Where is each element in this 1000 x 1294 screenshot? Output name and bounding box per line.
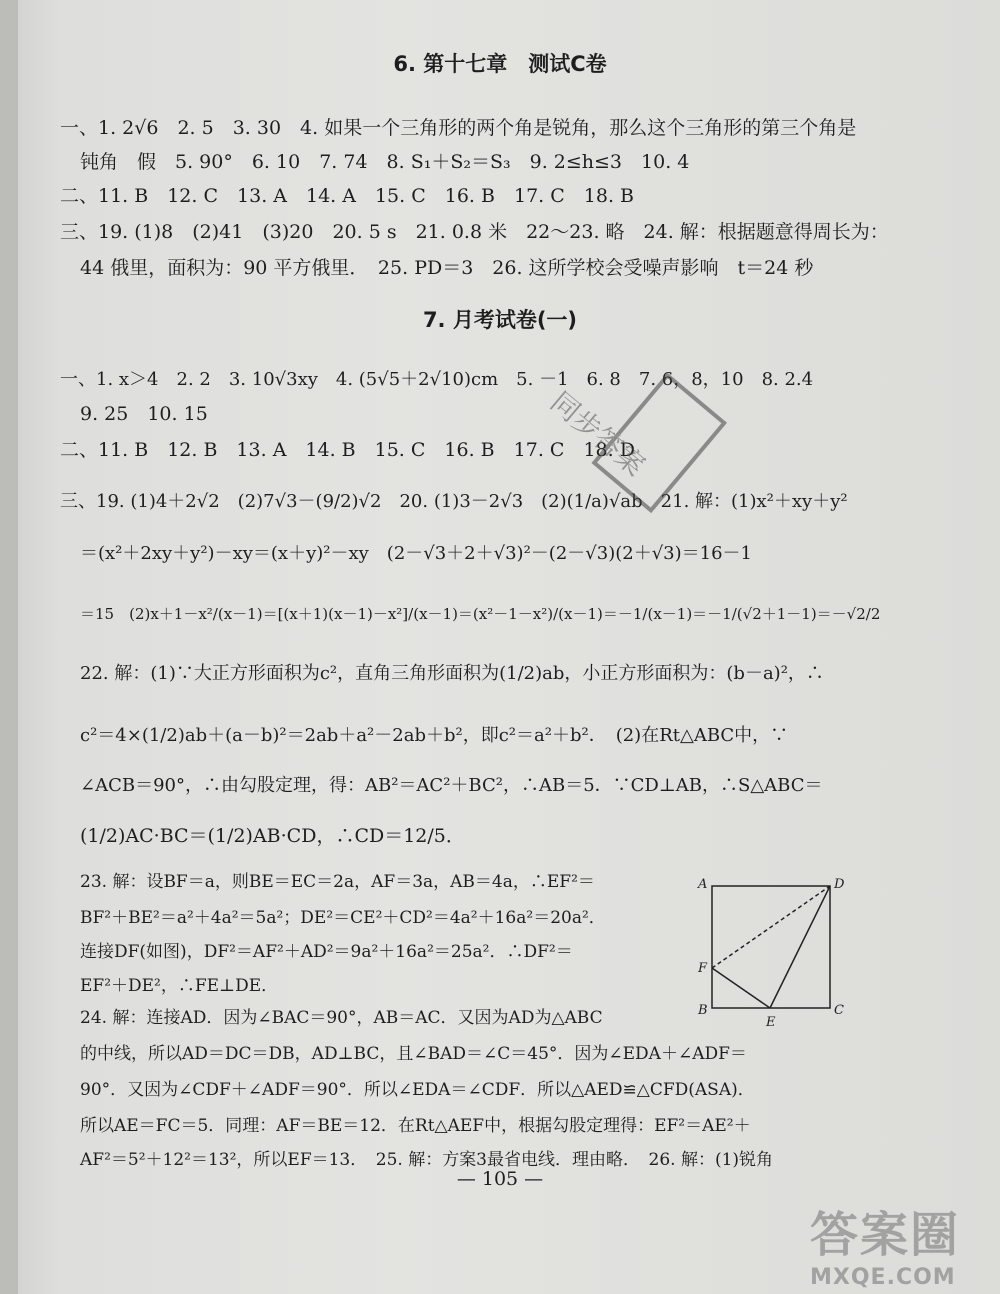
section-7-line: (1/2)AC·BC＝(1/2)AB·CD，∴CD＝12/5．: [80, 825, 465, 847]
section-7-line: 90°．又因为∠CDF＋∠ADF＝90°．所以∠EDA＝∠CDF．所以△AED≌△CFD(ASA)．: [80, 1080, 755, 1100]
section-7-line: 一、1. x＞4 2. 2 3. 10√3xy 4. (5√5＋2√10)cm 5. －1 6. 8 7. 6，8，10 8. 2.4: [60, 369, 814, 390]
segment-fd: [712, 886, 830, 968]
section-7-line: 的中线，所以AD＝DC＝DB，AD⊥BC，且∠BAD＝∠C＝45°．因为∠EDA＋∠ADF＝: [80, 1044, 747, 1064]
label-e: E: [766, 1015, 776, 1028]
section-6-line: 二、11. B 12. C 13. A 14. A 15. C 16. B 17. C 18. B: [60, 185, 634, 207]
label-c: C: [834, 1003, 844, 1018]
section-7-line: 连接DF(如图)，DF²＝AF²＋AD²＝9a²＋16a²＝25a²．∴DF²＝: [80, 942, 573, 962]
section-7-line: ＝(x²＋2xy＋y²)－xy＝(x＋y)²－xy (2－√3＋2＋√3)²－(2－√3)(2＋√3)＝16－1: [80, 543, 752, 564]
section-7-line: BF²＋BE²＝a²＋4a²＝5a²；DE²＝CE²＋CD²＝4a²＋16a²＝20a²．: [80, 908, 606, 928]
section-7-line: EF²＋DE²，∴FE⊥DE．: [80, 976, 279, 996]
stamp-text: 同步答案: [544, 385, 652, 483]
section-7-line: 23. 解：设BF＝a，则BE＝EC＝2a，AF＝3a，AB＝4a，∴EF²＝: [80, 872, 595, 892]
section-7-line: 所以AE＝FC＝5．同理：AF＝BE＝12．在Rt△AEF中，根据勾股定理得：EF²＝AE²＋: [80, 1116, 751, 1136]
section-7-line: 二、11. B 12. B 13. A 14. B 15. C 16. B 17. C 18. D: [60, 439, 635, 461]
section-7-line: 22. 解：(1)∵大正方形面积为c²，直角三角形面积为(1/2)ab，小正方形面积为：(b－a)²，∴: [80, 663, 824, 684]
section-6-line: 三、19. (1)8 (2)41 (3)20 20. 5 s 21. 0.8 米 22～23. 略 24. 解：根据题意得周长为：: [60, 221, 889, 243]
binding-gutter: [0, 0, 18, 1294]
watermark-bottom: MXQE.COM: [810, 1265, 956, 1290]
segment-ed: [770, 886, 830, 1008]
section-6-line: 一、1. 2√6 2. 5 3. 30 4. 如果一个三角形的两个角是锐角，那么这个三角形的第三个角是: [60, 117, 857, 139]
segment-fe: [712, 968, 770, 1008]
square-diagram: [690, 868, 850, 1028]
section-6-line: 44 俄里，面积为：90 平方俄里． 25. PD＝3 26. 这所学校会受噪声影响 t＝24 秒: [80, 257, 814, 279]
label-f: F: [698, 961, 708, 976]
section-6-line: 钝角 假 5. 90° 6. 10 7. 74 8. S₁＋S₂＝S₃ 9. 2≤h≤3 10. 4: [80, 151, 690, 173]
label-d: D: [834, 877, 845, 892]
section-7-title: 7. 月考试卷(一): [422, 308, 578, 332]
section-7-line: AF²＝5²＋12²＝13²，所以EF＝13． 25. 解：方案3最省电线．理由略． 26. 解：(1)锐角: [80, 1150, 774, 1170]
section-7-line: ＝15 (2)x＋1－x²/(x－1)＝[(x＋1)(x－1)－x²]/(x－1)＝(x²－1－x²)/(x－1)＝－1/(x－1)＝－1/(√2＋1－1)＝－√2/2: [80, 605, 881, 623]
watermark-logo: [810, 1196, 980, 1290]
section-7-line: 三、19. (1)4＋2√2 (2)7√3－(9/2)√2 20. (1)3－2√3 (2)(1/a)√ab 21. 解：(1)x²＋xy＋y²: [60, 491, 848, 512]
watermark-top: 答案圈: [810, 1207, 961, 1263]
label-b: B: [698, 1003, 708, 1018]
label-a: A: [698, 877, 708, 892]
page-number: — 105 —: [456, 1168, 544, 1190]
section-7-line: 24. 解：连接AD．因为∠BAC＝90°，AB＝AC．又因为AD为△ABC: [80, 1008, 603, 1028]
section-6-title: 6. 第十七章 测试C卷: [393, 52, 607, 76]
section-7-line: 9. 25 10. 15: [80, 403, 208, 425]
section-7-line: ∠ACB＝90°，∴由勾股定理，得：AB²＝AC²＋BC²，∴AB＝5．∵CD⊥AB，∴S△ABC＝: [80, 775, 823, 796]
square-abcd: [712, 886, 830, 1008]
section-7-line: c²＝4×(1/2)ab＋(a－b)²＝2ab＋a²－2ab＋b²，即c²＝a²＋b²． (2)在Rt△ABC中，∵: [80, 725, 789, 746]
